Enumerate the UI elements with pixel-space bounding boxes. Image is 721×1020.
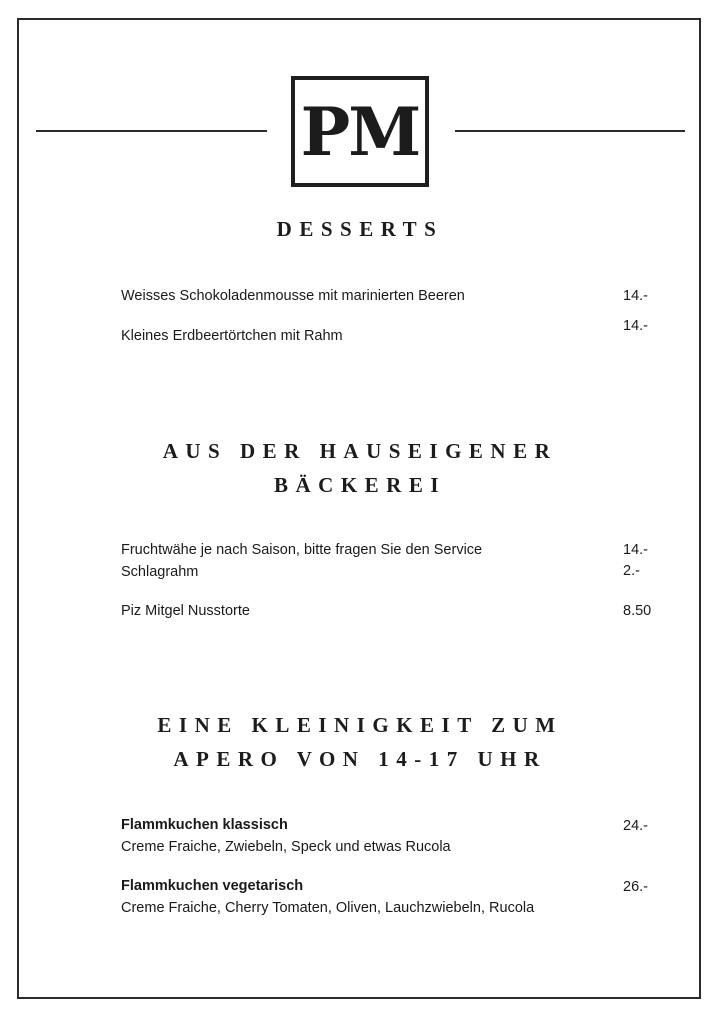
section-title-desserts — [60, 212, 660, 246]
menu-item-price: 14.- — [623, 288, 648, 304]
section-title-apero — [60, 708, 660, 776]
menu-item-name: Kleines Erdbeertörtchen mit Rahm — [121, 328, 343, 344]
menu-item-price: 14.- — [623, 318, 648, 334]
menu-item-name: Weisses Schokoladenmousse mit marinierten Beeren — [121, 288, 465, 304]
menu-item-name: Flammkuchen klassisch — [121, 817, 288, 833]
section-title-line: BÄCKEREI — [273, 473, 447, 497]
section-title-line: AUS DER HAUSEIGENER — [162, 439, 558, 463]
logo — [291, 76, 429, 187]
section-title-baeckerei — [60, 434, 660, 502]
menu-item-description: Creme Fraiche, Cherry Tomaten, Oliven, Lauchzwiebeln, Rucola — [121, 900, 535, 916]
menu-item-price: 24.- — [623, 818, 648, 834]
logo-text: PM — [300, 92, 420, 171]
menu-item-name: Fruchtwähe je nach Saison, bitte fragen Sie den Service — [121, 542, 483, 558]
menu-item-price: 8.50 — [623, 603, 652, 619]
menu-item-name: Flammkuchen vegetarisch — [121, 878, 304, 894]
section-title-line: APERO VON 14-17 UHR — [173, 747, 547, 771]
section-title-line: EINE KLEINIGKEIT ZUM — [157, 713, 563, 737]
logo-rule-right — [455, 130, 685, 132]
menu-item-name: Piz Mitgel Nusstorte — [121, 603, 250, 619]
menu-item-description: Creme Fraiche, Zwiebeln, Speck und etwas Rucola — [121, 839, 451, 855]
logo-rule-left — [36, 130, 267, 132]
menu-item-price: 2.- — [623, 563, 640, 579]
section-title-line: DESSERTS — [276, 217, 444, 241]
menu-item-price: 14.- — [623, 542, 648, 558]
menu-item-price: 26.- — [623, 879, 648, 895]
menu-item-name: Schlagrahm — [121, 564, 199, 580]
